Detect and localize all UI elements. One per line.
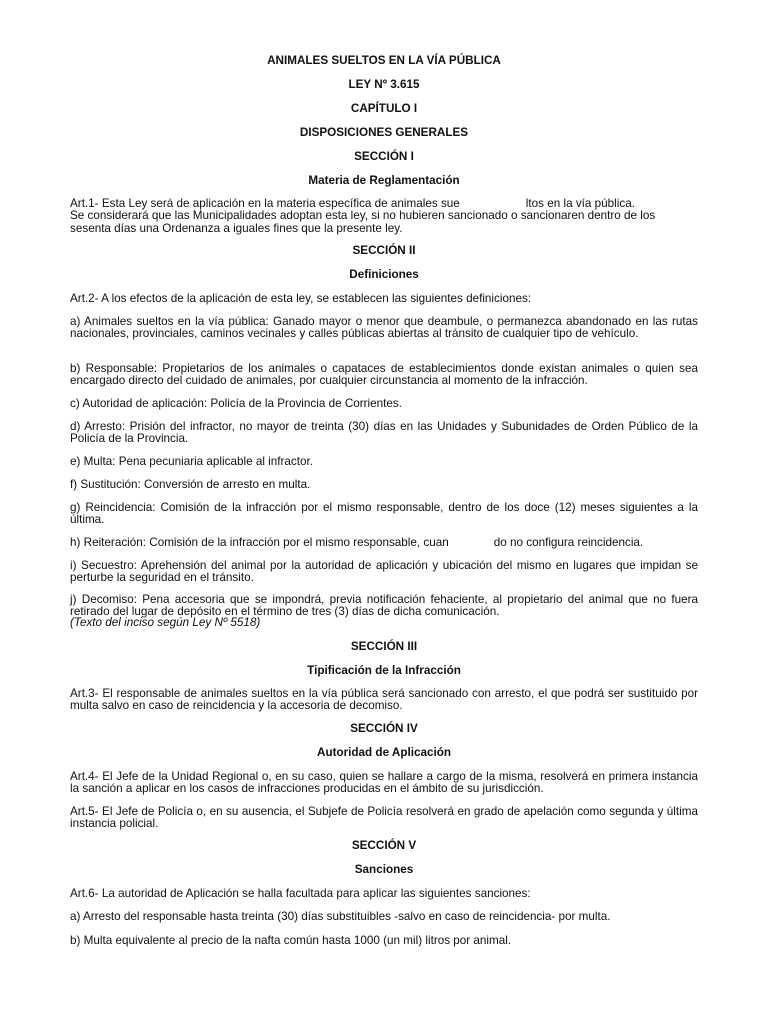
- sanction-a: a) Arresto del responsable hasta treinta (30) días substituibles -salvo en caso de reincidencia- por multa.: [70, 910, 611, 923]
- document-title: ANIMALES SUELTOS EN LA VÍA PÚBLICA: [267, 54, 501, 67]
- section-3-title: Tipificación de la Infracción: [307, 664, 461, 677]
- section-1-title: Materia de Reglamentación: [308, 174, 460, 187]
- section-2-title: Definiciones: [349, 268, 419, 281]
- article-1-part-a: Art.1- Esta Ley será de aplicación en la materia específica de animales sue: [70, 197, 460, 210]
- sanction-b: b) Multa equivalente al precio de la nafta común hasta 1000 (un mil) litros por animal.: [70, 934, 512, 947]
- section-3-label: SECCIÓN III: [350, 640, 418, 653]
- definition-j-note: (Texto del inciso según Ley Nº 5518): [70, 616, 261, 629]
- article-1-part-b: ltos en la vía pública.: [525, 197, 635, 210]
- definition-i: i) Secuestro: Aprehensión del animal por la autoridad de aplicación y ubicación del mismo en lugares que impidan se perturbe la seguridad en el tránsito.: [70, 559, 698, 585]
- article-1: [70, 198, 698, 235]
- chapter-title: DISPOSICIONES GENERALES: [299, 126, 469, 139]
- section-1-label: SECCIÓN I: [354, 150, 414, 163]
- definition-a: a) Animales sueltos en la vía pública: Ganado mayor o menor que deambule, o permanezca abandonado en las rutas nacionales, provinciales, caminos vecinales y calles públicas abiertas al tránsito de cualquier tipo de vehículo.: [70, 315, 698, 341]
- definition-d: d) Arresto: Prisión del infractor, no mayor de treinta (30) días en las Unidades y Subunidades de Orden Público de la Policía de la Provincia.: [70, 420, 698, 446]
- definition-h: [70, 537, 698, 549]
- article-6: Art.6- La autoridad de Aplicación se halla facultada para aplicar las siguientes sanciones:: [70, 887, 531, 900]
- article-5: Art.5- El Jefe de Policía o, en su ausencia, el Subjefe de Policía resolverá en grado de apelación como segunda y última instancia policial.: [70, 805, 698, 831]
- definition-f: f) Sustitución: Conversión de arresto en multa.: [70, 478, 311, 491]
- section-5-label: SECCIÓN V: [351, 839, 417, 852]
- definition-b: b) Responsable: Propietarios de los animales o capataces de establecimientos donde existan animales o quien sea encargado directo del cuidado de animales, por cualquier circunstancia al momento de la infracción.: [70, 362, 698, 388]
- definition-h-part-a: h) Reiteración: Comisión de la infracción por el mismo responsable, cuan: [70, 536, 449, 549]
- definition-j: j) Decomiso: Pena accesoria que se impondrá, previa notificación fehaciente, al propietario del animal que no fuera retirado del lugar de depósito en el término de tres (3) días de dicha comunicación.: [70, 593, 698, 619]
- law-number: LEY Nº 3.615: [348, 78, 420, 91]
- chapter-label: CAPÍTULO I: [350, 102, 418, 115]
- definition-g: g) Reincidencia: Comisión de la infracción por el mismo responsable, dentro de los doce (12) meses siguientes a la última.: [70, 501, 698, 527]
- section-4-title: Autoridad de Aplicación: [317, 746, 451, 759]
- article-2: Art.2- A los efectos de la aplicación de esta ley, se establecen las siguientes definiciones:: [70, 292, 532, 305]
- article-3: Art.3- El responsable de animales sueltos en la vía pública será sancionado con arresto, el que podrá ser sustituido por multa salvo en caso de reincidencia y la accesoria de decomiso.: [70, 687, 698, 713]
- definition-c: c) Autoridad de aplicación: Policía de la Provincia de Corrientes.: [70, 397, 402, 410]
- definition-e: e) Multa: Pena pecuniaria aplicable al infractor.: [70, 455, 313, 468]
- article-1-rest: Se considerará que las Municipalidades adoptan esta ley, si no hubieren sancionado o sancionaren dentro de los sesenta días una Ordenanza a iguales fines que la presente ley.: [70, 209, 656, 235]
- section-2-label: SECCIÓN II: [352, 244, 416, 257]
- section-5-title: Sanciones: [354, 863, 414, 876]
- section-4-label: SECCIÓN IV: [350, 722, 418, 735]
- definition-h-part-b: do no configura reincidencia.: [493, 536, 644, 549]
- article-4: Art.4- El Jefe de la Unidad Regional o, en su caso, quien se hallare a cargo de la misma, resolverá en primera instancia la sanción a aplicar en los casos de infracciones producidas en el ámbito de su jurisdicción.: [70, 770, 698, 796]
